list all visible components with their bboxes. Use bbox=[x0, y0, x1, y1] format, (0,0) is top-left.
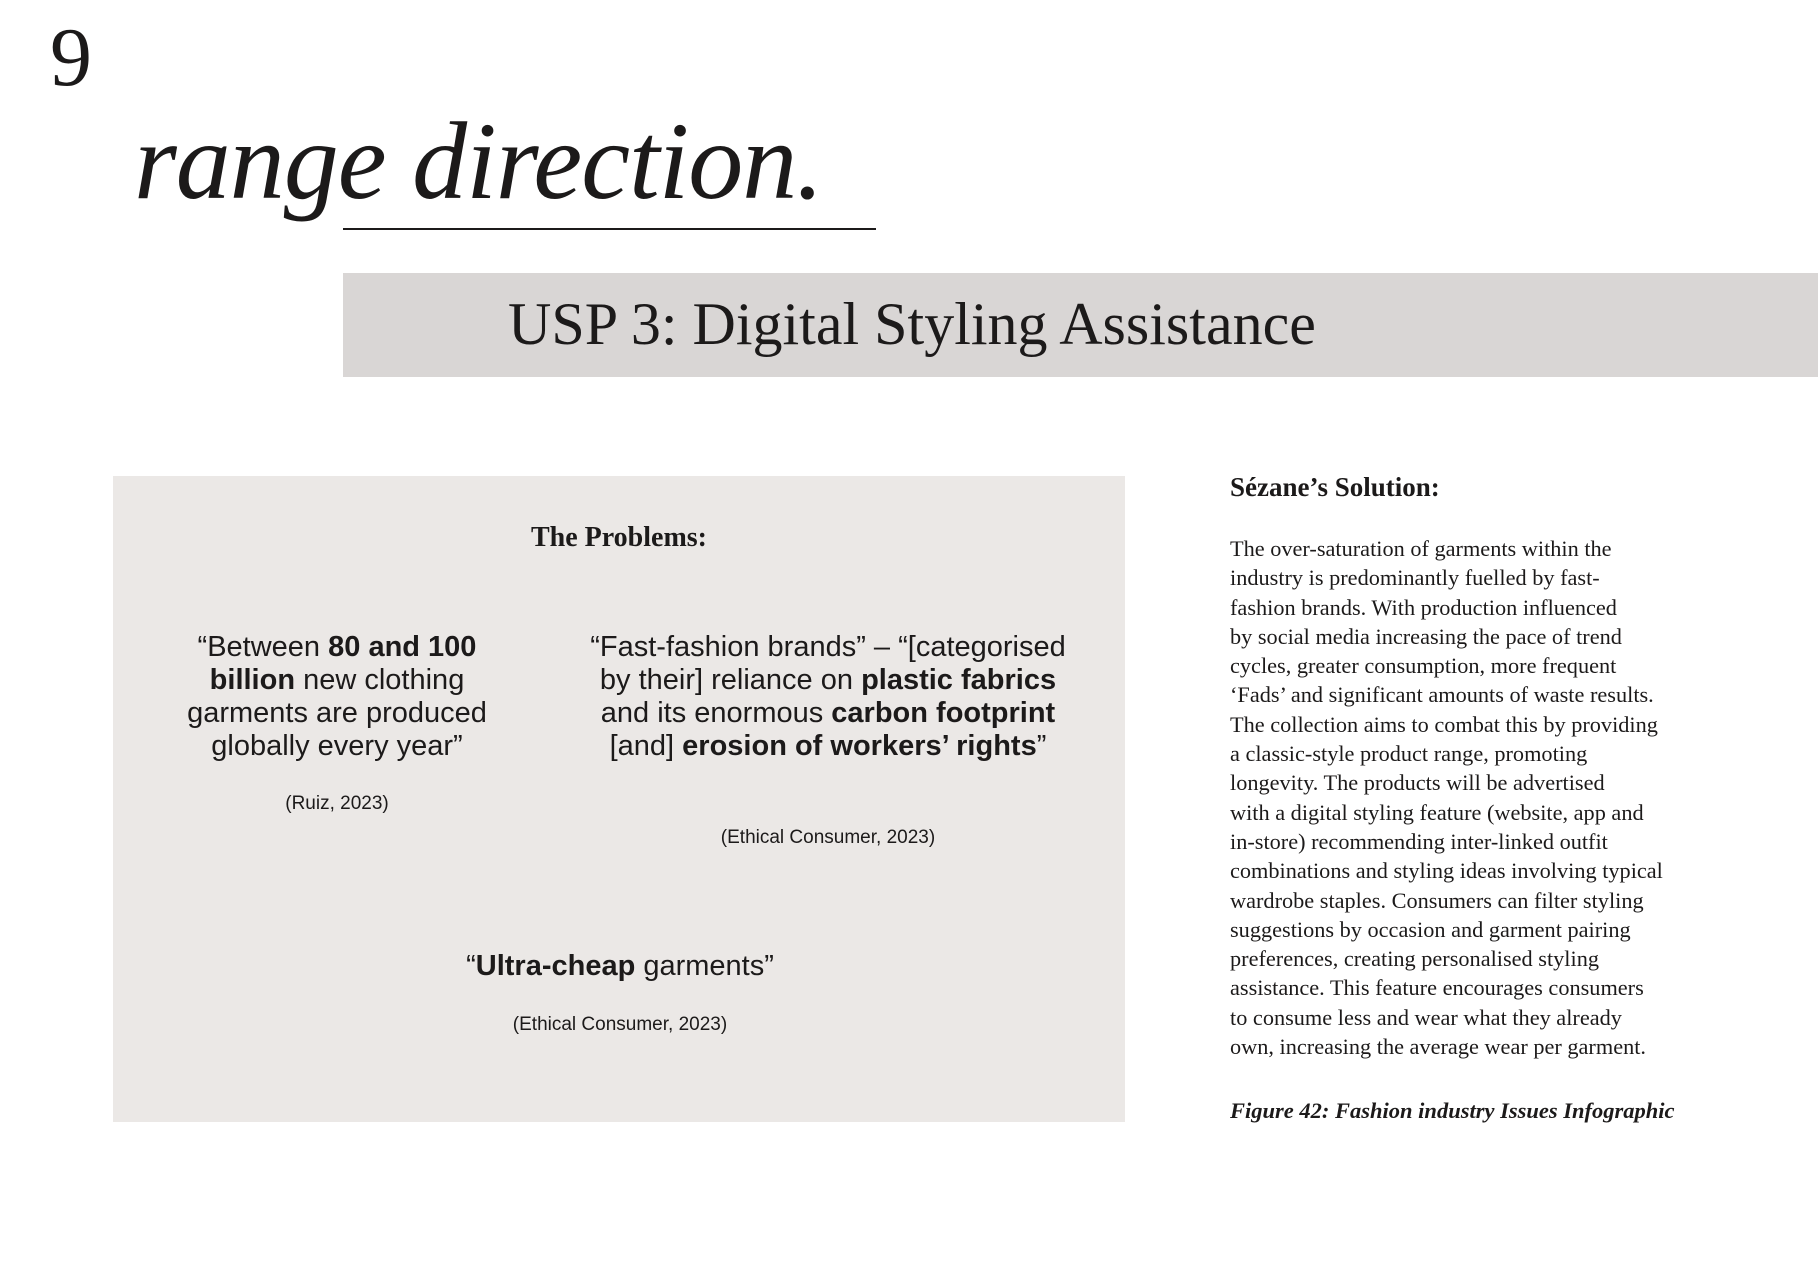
problem-quote-1 bbox=[167, 631, 507, 763]
quote-text: [and] bbox=[609, 730, 683, 762]
quote-text: “ bbox=[466, 950, 476, 982]
quote-text: “Between bbox=[197, 631, 329, 663]
page-number: 9 bbox=[50, 11, 92, 104]
quote-text: new clothing garments are produced globally every year” bbox=[187, 664, 487, 762]
quote-text: and its enormous bbox=[600, 697, 832, 729]
title-underline bbox=[343, 228, 876, 230]
quote-text: “Fast-fashion brands” – “[categorised by their] reliance on bbox=[590, 631, 1066, 696]
usp-title: USP 3: Digital Styling Assistance bbox=[508, 291, 1316, 357]
quote-emphasis: plastic fabrics bbox=[861, 664, 1057, 696]
problems-heading: The Problems: bbox=[530, 522, 708, 553]
quote-emphasis: Ultra-cheap bbox=[475, 950, 636, 982]
problem-quote-2 bbox=[585, 631, 1071, 763]
quote-emphasis: erosion of workers’ rights bbox=[682, 730, 1037, 762]
section-title: range direction. bbox=[134, 100, 823, 222]
quote-text: ” bbox=[1036, 730, 1047, 762]
quote-emphasis: 80 and 100 billion bbox=[209, 631, 477, 696]
quote-emphasis: carbon footprint bbox=[831, 697, 1056, 729]
quote-3-citation: (Ethical Consumer, 2023) bbox=[512, 1014, 728, 1035]
solution-heading: Sézane’s Solution: bbox=[1230, 472, 1440, 502]
quote-1-citation: (Ruiz, 2023) bbox=[285, 793, 389, 814]
problem-quote-3 bbox=[370, 950, 870, 983]
solution-body: The over-saturation of garments within the industry is predominantly fuelled by fast- fashion brands. With production influenced by social media increasing the pace of trend cycles, greater consumption, more frequent ‘Fads’ and significant amounts of waste results. The collection aims to combat this by providing a classic-style product range, promoting longevity. The products will be advertised with a digital styling feature (website, app and in-store) recommending inter-linked outfit combinations and styling ideas involving typical wardrobe staples. Consumers can filter styling suggestions by occasion and garment pairing preferences, creating personalised styling assistance. This feature encourages consumers to consume less and wear what they already own, increasing the average wear per garment. bbox=[1230, 536, 1663, 1060]
figure-caption: Figure 42: Fashion industry Issues Infographic bbox=[1230, 1098, 1675, 1123]
quote-2-citation: (Ethical Consumer, 2023) bbox=[720, 827, 936, 848]
quote-text: garments” bbox=[635, 950, 774, 982]
